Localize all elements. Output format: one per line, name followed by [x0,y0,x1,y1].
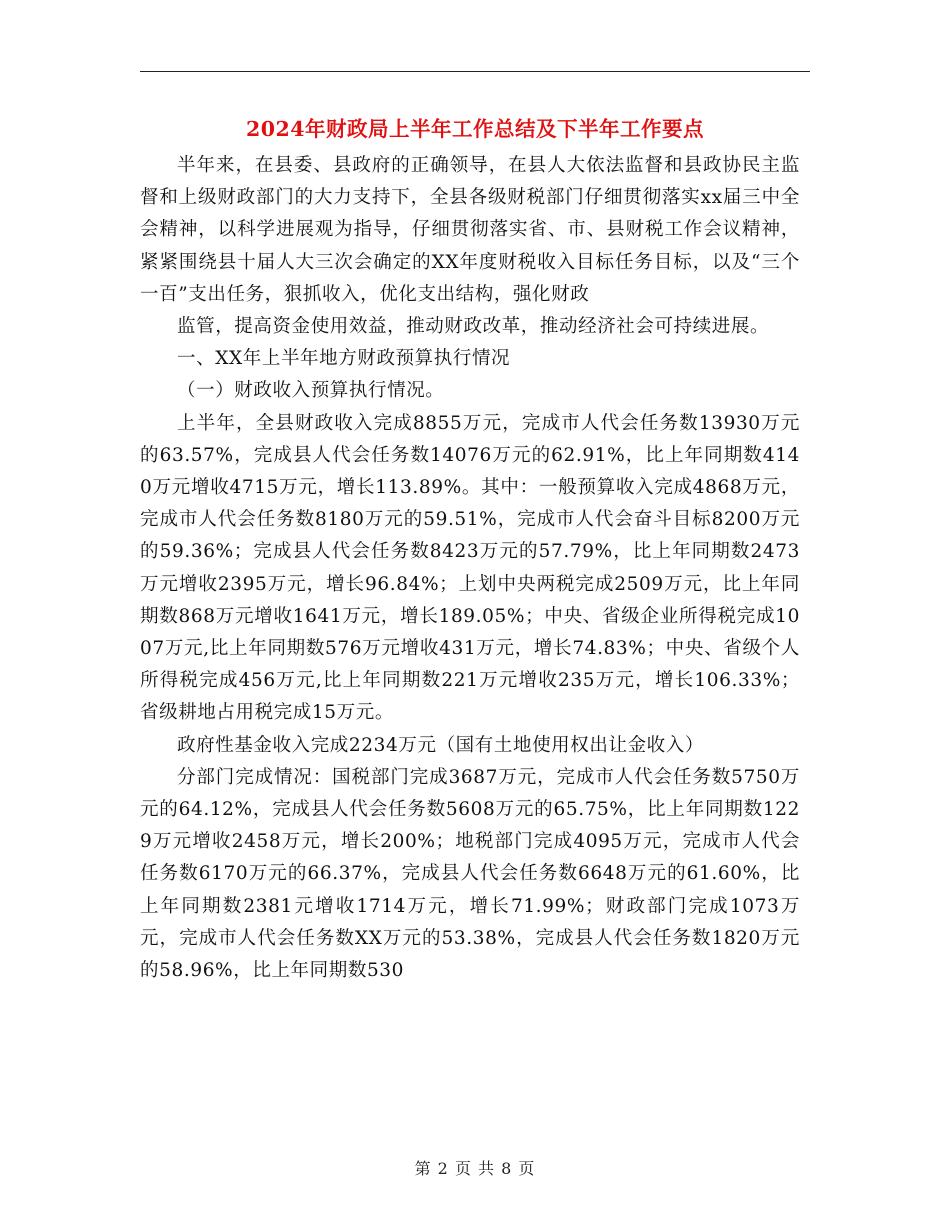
page-number: 第 2 页 共 8 页 [414,1159,536,1178]
paragraph-intro: 半年来，在县委、县政府的正确领导，在县人大依法监督和县政协民主监督和上级财政部门的大力支持下，全县各级财税部门仔细贯彻落实xx届三中全会精神，以科学进展观为指导，仔细贯彻落实省、市、县财税工作会议精神，紧紧围绕县十届人大三次会确定的XX年度财税收入目标任务目标，以及“三个一百”支出任务，狠抓收入，优化支出结构，强化财政 [140,155,800,305]
subsection-heading-1: （一）财政收入预算执行情况。 [177,380,445,402]
section-heading-1: 一、XX年上半年地方财政预算执行情况 [177,348,511,370]
paragraph-intro-continued: 监管，提高资金使用效益，推动财政改革，推动经济社会可持续进展。 [177,316,770,338]
header-rule [140,71,810,72]
paragraph-revenue: 上半年，全县财政收入完成8855万元，完成市人代会任务数13930万元的63.57%，完成县人代会任务数14076万元的62.91%，比上年同期数4140万元增收4715万元，增长113.89%。其中：一般预算收入完成4868万元，完成市人代会任务数8180万元的59.51%，完成市人代会奋斗目标8200万元的59.36%；完成县人代会任务数8423万元的57.79%，比上年同期数2473万元增收2395万元，增长96.84%；上划中央两税完成2509万元，比上年同期数868万元增收1641万元，增长189.05%；中央、省级企业所得税完成1007万元,比上年同期数576万元增收431万元，增长74.83%；中央、省级个人所得税完成456万元,比上年同期数221万元增收235万元，增长106.33%；省级耕地占用税完成15万元。 [140,412,800,724]
document-title: 2024年财政局上半年工作总结及下半年工作要点 [245,117,705,141]
document-body [140,150,800,987]
paragraph-by-department: 分部门完成情况：国税部门完成3687万元，完成市人代会任务数5750万元的64.12%，完成县人代会任务数5608万元的65.75%，比上年同期数1229万元增收2458万元，增长200%；地税部门完成4095万元，完成市人代会任务数6170万元的66.37%，完成县人代会任务数6648万元的61.60%，比上年同期数2381元增收1714万元，增长71.99%；财政部门完成1073万元，完成市人代会任务数XX万元的53.38%，完成县人代会任务数1820万元的58.96%，比上年同期数530 [140,766,800,982]
paragraph-fund-revenue: 政府性基金收入完成2234万元（国有土地使用权出让金收入） [177,734,704,756]
